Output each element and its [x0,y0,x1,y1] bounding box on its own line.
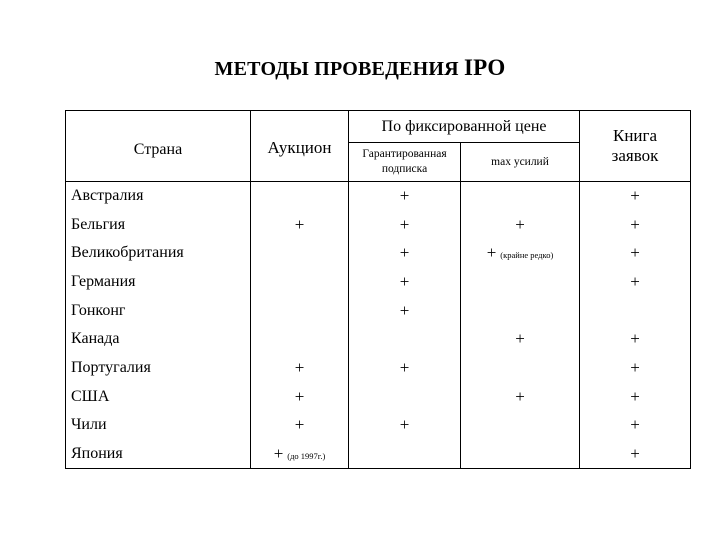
country-name: Австралия [71,187,144,205]
cell-max-effort [461,382,580,411]
header-max-effort: max усилий [461,143,580,182]
cell-note: (до 1997г.) [287,450,326,461]
country-name: Бельгия [71,215,126,233]
cell-auction [251,239,349,268]
cell-max-effort [461,411,580,440]
cell-book [580,239,691,268]
plus-mark: + [399,415,410,435]
cell-country [66,382,251,411]
plus-mark: + [399,214,410,234]
cell-book [580,268,691,297]
cell-auction [251,440,349,469]
cell-guaranteed [349,239,461,268]
table-row [66,268,691,297]
cell-guaranteed [349,268,461,297]
cell-auction [251,296,349,325]
table-row [66,382,691,411]
header-country: Страна [66,111,251,182]
table-row [66,210,691,239]
plus-mark: + [399,357,410,377]
cell-guaranteed [349,182,461,211]
cell-auction [251,382,349,411]
cell-max-effort [461,440,580,469]
cell-max-effort [461,268,580,297]
plus-mark: + [294,415,305,435]
plus-mark: + [273,443,284,463]
table-row [66,239,691,268]
header-fixed-price: По фиксированной цене [349,111,580,143]
plus-mark: + [486,243,497,263]
cell-max-effort [461,296,580,325]
cell-book [580,440,691,469]
plus-mark: + [630,443,640,463]
plus-mark: + [515,329,525,349]
plus-mark: + [294,357,305,377]
cell-book [580,382,691,411]
cell-auction [251,210,349,239]
plus-mark: + [515,386,525,406]
cell-book [580,411,691,440]
title-suffix: IPO [463,55,506,80]
plus-mark: + [630,243,640,263]
cell-country [66,239,251,268]
plus-mark: + [399,186,410,206]
plus-mark: + [399,300,410,320]
plus-mark: + [399,271,410,291]
title-main: МЕТОДЫ ПРОВЕДЕНИЯ [214,58,459,80]
country-name: Канада [71,330,120,348]
table-row [66,325,691,354]
cell-max-effort [461,325,580,354]
plus-mark: + [630,357,640,377]
cell-guaranteed [349,296,461,325]
plus-mark: + [630,214,640,234]
cell-guaranteed [349,382,461,411]
cell-auction [251,411,349,440]
plus-mark: + [294,214,305,234]
country-name: Япония [71,444,123,462]
plus-mark: + [630,271,640,291]
plus-mark: + [630,186,640,206]
cell-note: (крайне редко) [500,250,554,261]
table-row [66,182,691,211]
country-name: США [71,387,110,405]
cell-max-effort [461,239,580,268]
cell-country [66,268,251,297]
cell-book [580,354,691,383]
cell-country [66,411,251,440]
ipo-methods-table [65,110,691,469]
plus-mark: + [630,329,640,349]
cell-country [66,296,251,325]
cell-guaranteed [349,411,461,440]
cell-auction [251,354,349,383]
table-body [66,182,691,469]
country-name: Португалия [71,358,151,376]
table-row [66,440,691,469]
cell-book [580,325,691,354]
plus-mark: + [399,243,410,263]
cell-book [580,296,691,325]
cell-country [66,182,251,211]
page-title [0,55,720,81]
cell-auction [251,268,349,297]
header-auction: Аукцион [251,111,349,182]
cell-country [66,210,251,239]
cell-book [580,210,691,239]
cell-auction [251,325,349,354]
cell-auction [251,182,349,211]
country-name: Гонконг [71,301,126,319]
table-row [66,354,691,383]
cell-max-effort [461,182,580,211]
cell-guaranteed [349,325,461,354]
plus-mark: + [630,386,640,406]
cell-guaranteed [349,440,461,469]
table-row [66,296,691,325]
cell-max-effort [461,354,580,383]
cell-country [66,325,251,354]
cell-book [580,182,691,211]
plus-mark: + [630,415,640,435]
plus-mark: + [515,214,525,234]
header-guaranteed: Гарантированная подписка [362,148,447,175]
cell-guaranteed [349,210,461,239]
plus-mark: + [294,386,305,406]
cell-max-effort [461,210,580,239]
country-name: Германия [71,272,136,290]
cell-guaranteed [349,354,461,383]
cell-country [66,354,251,383]
header-book: Книга заявок [611,126,659,165]
table-row [66,411,691,440]
country-name: Чили [71,416,107,434]
country-name: Великобритания [71,244,184,262]
cell-country [66,440,251,469]
